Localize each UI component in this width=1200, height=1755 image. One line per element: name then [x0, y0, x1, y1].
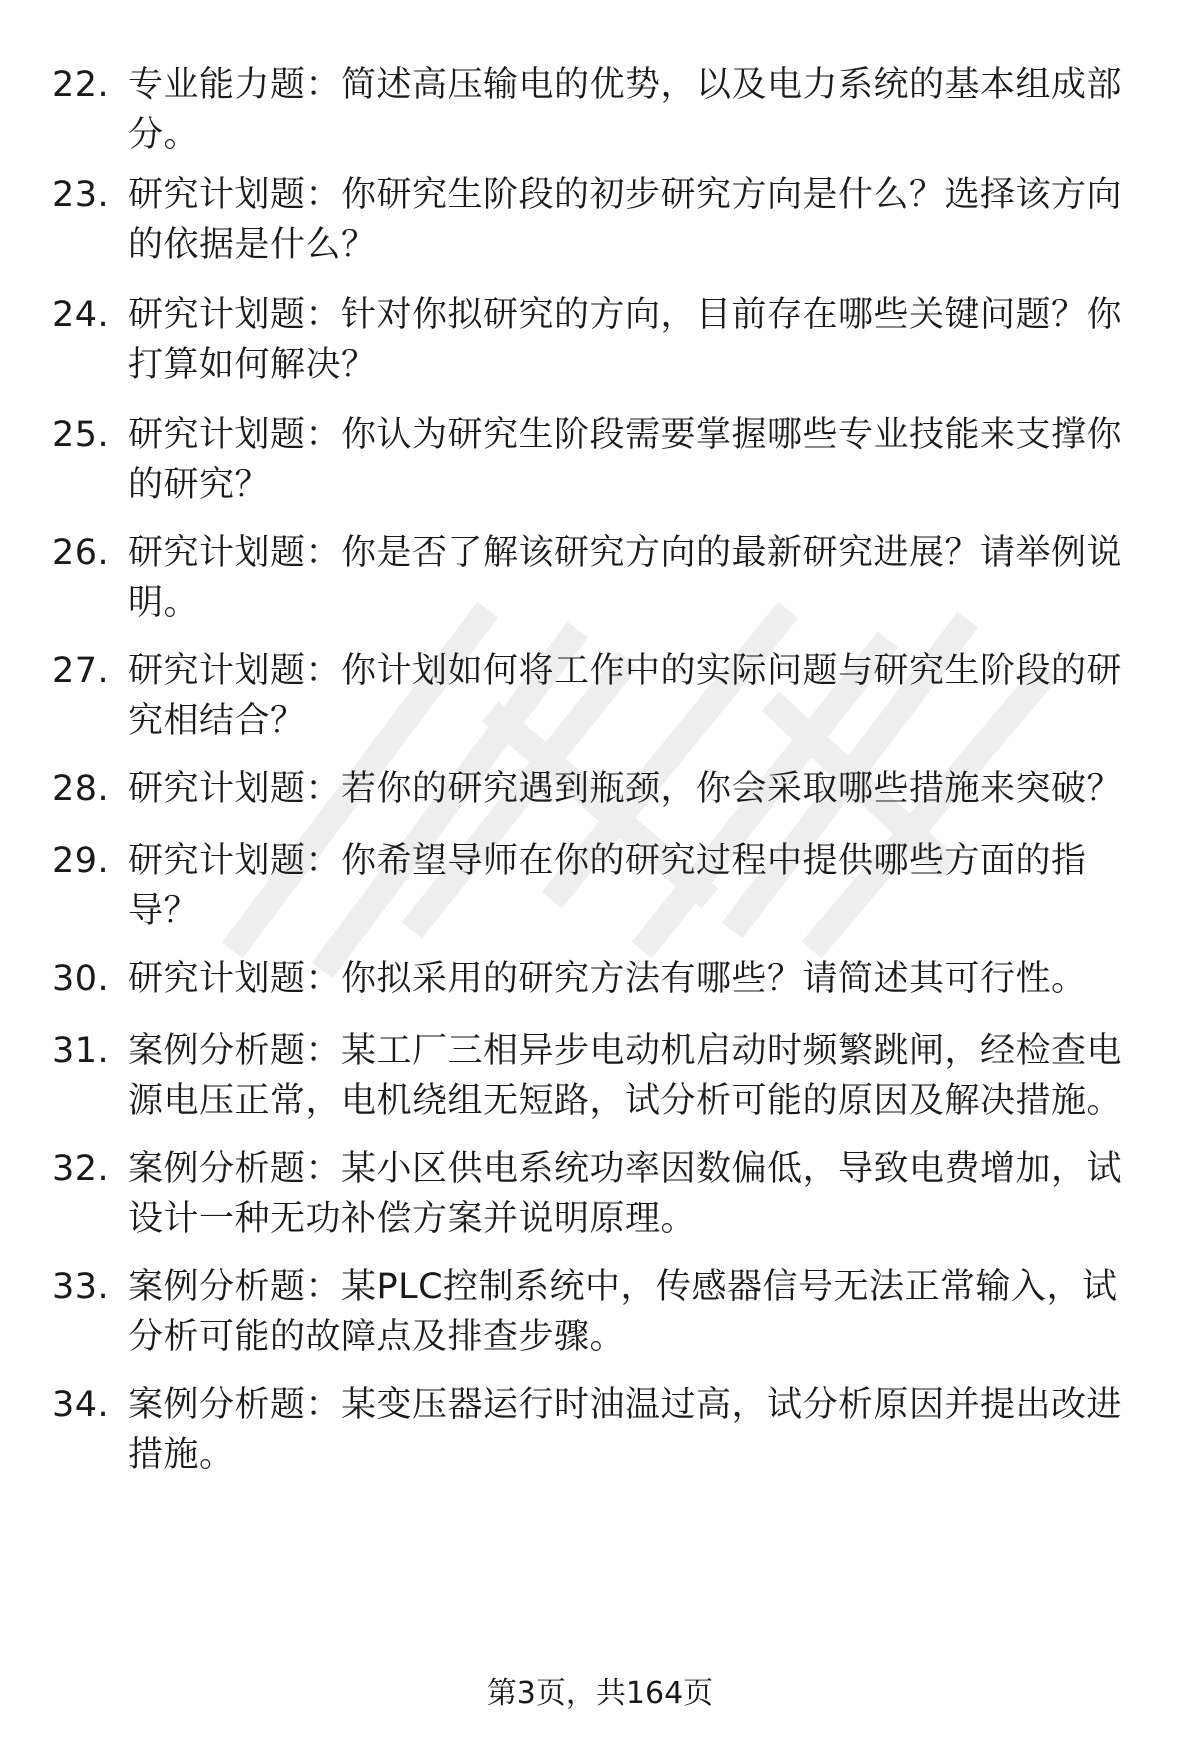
question-number: 30. — [52, 959, 110, 999]
question-number: 25. — [52, 415, 110, 455]
question-number: 26. — [52, 533, 110, 573]
question-number: 22. — [52, 65, 110, 105]
page-number-footer: 第3页，共164页 — [486, 1676, 714, 1711]
question-text: 案例分析题：某小区供电系统功率因数偏低，导致电费增加，试设计一种无功补偿方案并说明原理。 — [128, 1149, 1123, 1239]
question-number: 28. — [52, 769, 110, 809]
question-text: 研究计划题：你认为研究生阶段需要掌握哪些专业技能来支撑你的研究？ — [128, 415, 1123, 505]
question-text: 专业能力题：简述高压输电的优势，以及电力系统的基本组成部分。 — [128, 65, 1123, 155]
question-text: 研究计划题：针对你拟研究的方向，目前存在哪些关键问题？你打算如何解决？ — [128, 295, 1123, 385]
question-number: 33. — [52, 1267, 110, 1307]
question-text: 研究计划题：你计划如何将工作中的实际问题与研究生阶段的研究相结合？ — [128, 651, 1123, 741]
question-number: 27. — [52, 651, 110, 691]
question-text: 案例分析题：某PLC控制系统中，传感器信号无法正常输入，试分析可能的故障点及排查步骤。 — [128, 1267, 1118, 1357]
question-text: 研究计划题：你希望导师在你的研究过程中提供哪些方面的指导？ — [128, 841, 1087, 931]
question-number: 32. — [52, 1149, 110, 1189]
question-number: 31. — [52, 1031, 110, 1071]
question-text: 案例分析题：某工厂三相异步电动机启动时频繁跳闸，经检查电源电压正常，电机绕组无短路，试分析可能的原因及解决措施。 — [128, 1031, 1123, 1121]
question-text: 研究计划题：你研究生阶段的初步研究方向是什么？选择该方向的依据是什么？ — [128, 175, 1123, 265]
question-text: 案例分析题：某变压器运行时油温过高，试分析原因并提出改进措施。 — [128, 1385, 1123, 1475]
question-number: 29. — [52, 841, 110, 881]
question-text: 研究计划题：你拟采用的研究方法有哪些？请简述其可行性。 — [128, 959, 1087, 999]
question-text: 研究计划题：若你的研究遇到瓶颈，你会采取哪些措施来突破？ — [128, 769, 1123, 809]
question-text: 研究计划题：你是否了解该研究方向的最新研究进展？请举例说明。 — [128, 533, 1123, 623]
question-number: 34. — [52, 1385, 110, 1425]
question-number: 24. — [52, 295, 110, 335]
question-number: 23. — [52, 175, 110, 215]
